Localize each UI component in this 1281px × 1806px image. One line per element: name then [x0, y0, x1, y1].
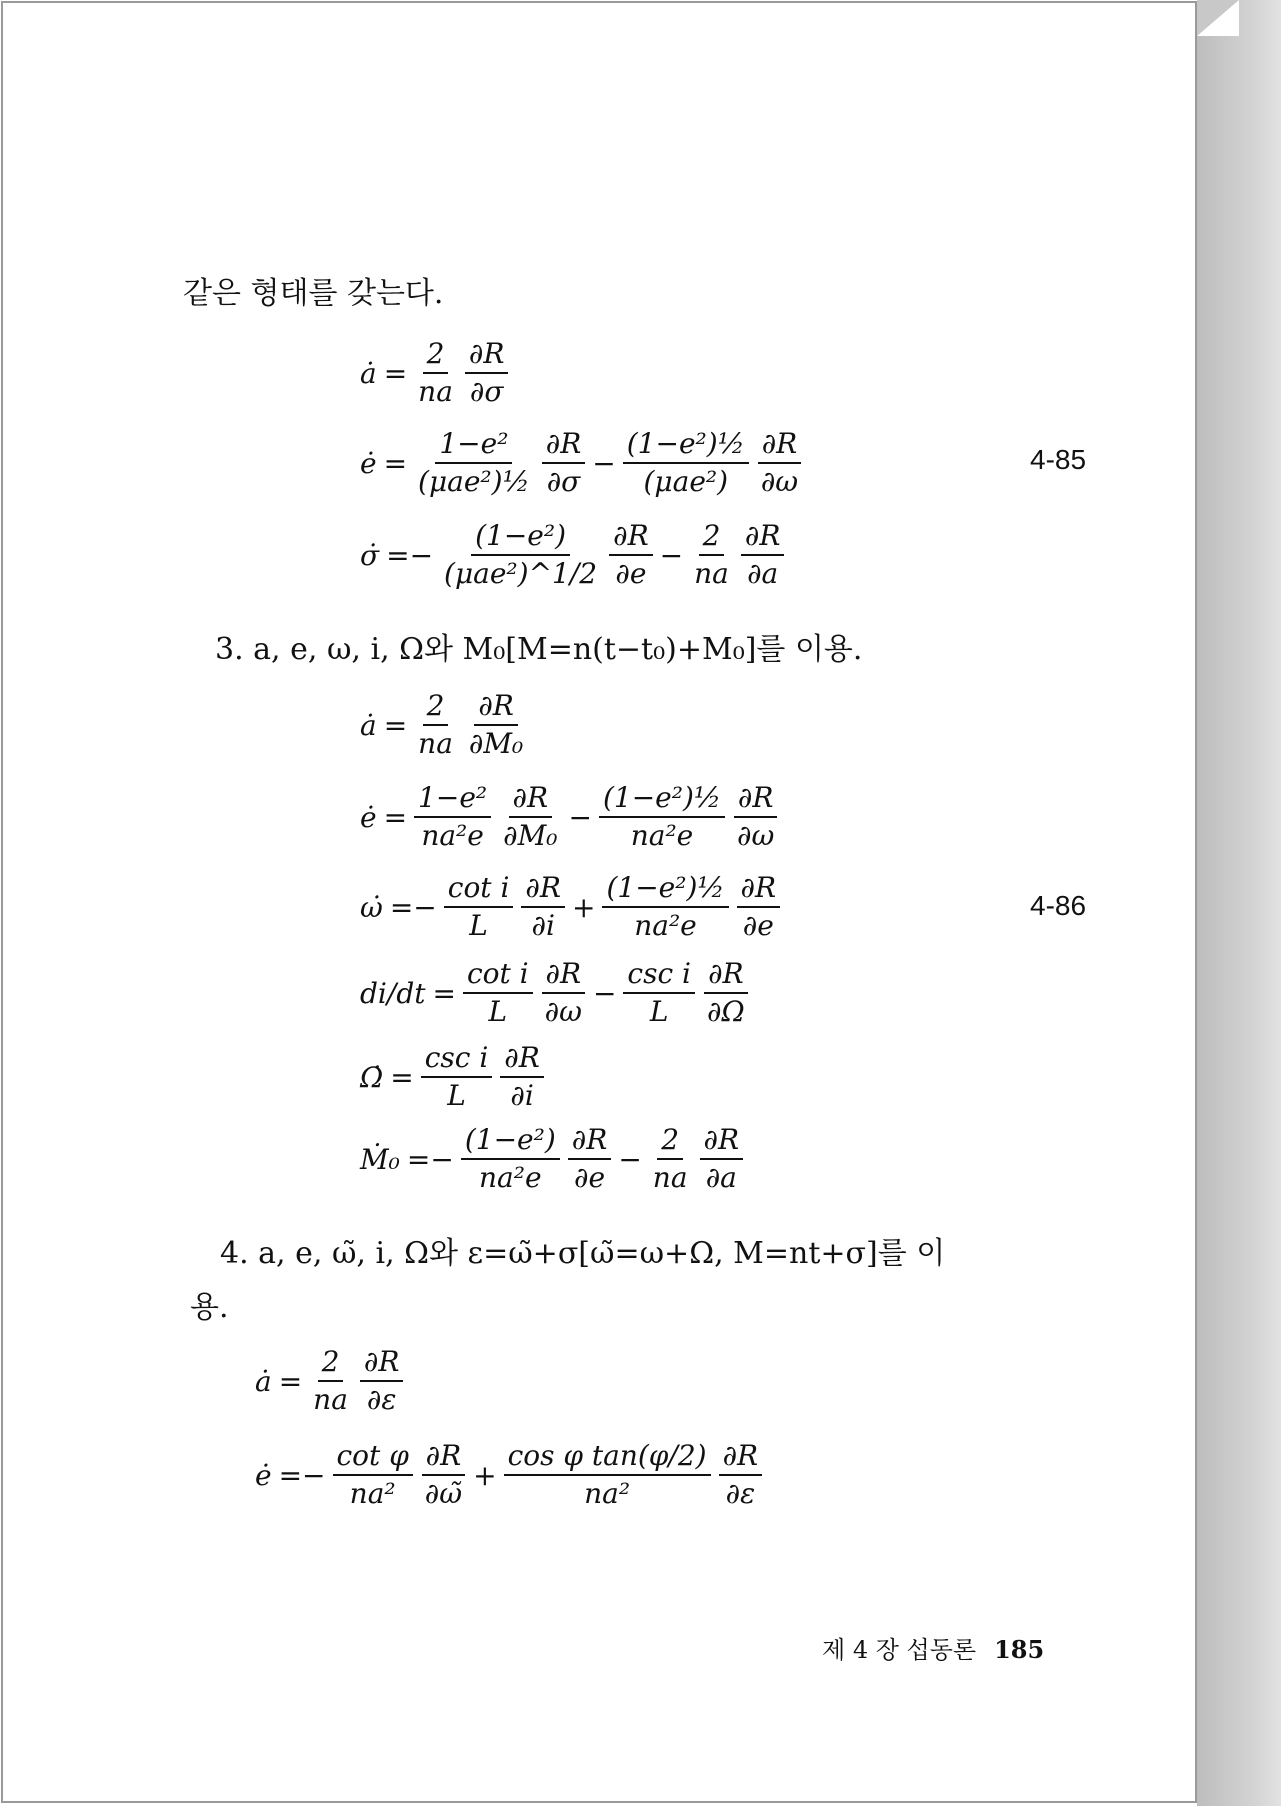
fraction	[414, 428, 534, 498]
equation-lhs: Ṁ₀	[360, 1142, 400, 1176]
page-number: 185	[994, 1635, 1045, 1664]
numerator: cot i	[444, 872, 514, 908]
fraction	[463, 958, 533, 1028]
denominator: na²e	[479, 1161, 542, 1195]
fraction	[360, 1346, 404, 1416]
fraction	[421, 1042, 493, 1112]
fraction	[690, 520, 733, 590]
operator: +	[571, 890, 596, 924]
fraction	[757, 428, 802, 498]
equation-lhs: di/dt	[360, 976, 426, 1010]
fraction	[568, 1124, 612, 1194]
denominator: (μae²)^1/2	[444, 557, 598, 591]
fraction	[741, 520, 785, 590]
operator: −	[568, 800, 592, 834]
numerator: ∂R	[500, 1042, 544, 1078]
equation-lhs: σ̇	[360, 538, 380, 572]
numerator: 2	[699, 520, 725, 556]
denominator: ∂ω	[737, 819, 775, 853]
equation-lhs: ȧ	[255, 1364, 272, 1398]
fraction	[700, 1124, 744, 1194]
fraction	[504, 1440, 711, 1510]
denominator: na²	[584, 1477, 631, 1511]
equation	[360, 338, 512, 408]
fraction	[414, 338, 457, 408]
denominator: L	[488, 995, 508, 1029]
numerator: ∂R	[542, 958, 586, 994]
denominator: ∂ω̃	[424, 1477, 463, 1511]
operator: =−	[386, 538, 434, 572]
numerator: cot φ	[333, 1440, 413, 1476]
numerator: (1−e²)½	[599, 782, 725, 818]
denominator: ∂M₀	[503, 819, 558, 853]
numerator: 2	[423, 690, 449, 726]
item-3: 3. a, e, ω, i, Ω와 M₀[M=n(t−t₀)+M₀]를 이용.	[215, 632, 863, 667]
fraction	[414, 690, 457, 760]
numerator: ∂R	[609, 520, 653, 556]
equation	[255, 1440, 766, 1510]
operator: =	[383, 708, 408, 742]
fraction	[499, 782, 561, 852]
denominator: ∂M₀	[468, 727, 524, 761]
page-spine	[1197, 0, 1281, 1806]
numerator: 2	[318, 1346, 344, 1382]
equation-number-4-86: 4-86	[1030, 890, 1087, 921]
numerator: (1−e²)½	[623, 428, 749, 464]
operator: −	[618, 1142, 642, 1176]
numerator: 1−e²	[414, 782, 491, 818]
numerator: ∂R	[758, 428, 802, 464]
fraction	[623, 958, 695, 1028]
fraction	[609, 520, 653, 590]
fraction	[333, 1440, 413, 1510]
denominator: na²e	[630, 819, 694, 853]
fraction	[542, 428, 586, 498]
fraction	[444, 872, 514, 942]
numerator: ∂R	[509, 782, 553, 818]
numerator: csc i	[623, 958, 695, 994]
operator: −	[592, 976, 617, 1010]
operator: =−	[406, 1142, 454, 1176]
equation	[360, 690, 531, 760]
numerator: cos φ tan(φ/2)	[504, 1440, 711, 1476]
fraction	[521, 872, 565, 942]
denominator: ∂Ω	[707, 995, 745, 1029]
operator: −	[659, 538, 684, 572]
denominator: na	[652, 1161, 688, 1195]
fraction	[649, 1124, 692, 1194]
denominator: na²	[349, 1477, 396, 1511]
numerator: ∂R	[737, 872, 781, 908]
fraction	[733, 782, 778, 852]
fraction	[599, 782, 725, 852]
operator: =	[278, 1364, 303, 1398]
fraction	[500, 1042, 544, 1112]
page-corner	[1197, 0, 1239, 36]
fraction	[421, 1440, 466, 1510]
numerator: ∂R	[542, 428, 586, 464]
intro-text: 같은 형태를 갖는다.	[183, 276, 444, 311]
equation	[255, 1346, 407, 1416]
operator: =	[390, 1060, 414, 1094]
operator: =−	[389, 890, 437, 924]
operator: =	[383, 356, 408, 390]
fraction	[440, 520, 601, 590]
operator: =−	[278, 1458, 326, 1492]
denominator: ∂e	[574, 1161, 606, 1195]
denominator: ∂a	[705, 1161, 737, 1195]
equation-lhs: ȧ	[360, 708, 377, 742]
numerator: ∂R	[704, 958, 748, 994]
denominator: L	[649, 995, 669, 1029]
denominator: ∂i	[510, 1079, 534, 1113]
equation	[360, 1124, 747, 1194]
equation	[360, 872, 784, 942]
fraction	[541, 958, 586, 1028]
equation-lhs: ė	[360, 800, 377, 834]
equation-lhs: ω̇	[360, 890, 383, 924]
numerator: csc i	[421, 1042, 493, 1078]
numerator: ∂R	[474, 690, 518, 726]
numerator: 2	[657, 1124, 683, 1160]
fraction	[719, 1440, 763, 1510]
numerator: ∂R	[521, 872, 565, 908]
denominator: ∂σ	[546, 465, 581, 499]
denominator: na	[694, 557, 729, 591]
item-4-line-2: 용.	[190, 1290, 229, 1325]
numerator: (1−e²)	[461, 1124, 560, 1160]
numerator: ∂R	[422, 1440, 466, 1476]
denominator: (μae²)½	[418, 465, 530, 499]
fraction	[602, 872, 728, 942]
equation-lhs: ė	[255, 1458, 272, 1492]
denominator: ∂ω	[544, 995, 582, 1029]
chapter-title: 제 4 장 섭동론	[822, 1636, 977, 1664]
numerator: ∂R	[360, 1346, 404, 1382]
equation-lhs: ė	[360, 446, 377, 480]
equation	[360, 958, 753, 1028]
denominator: (μae²)	[643, 465, 729, 499]
numerator: ∂R	[568, 1124, 612, 1160]
equation-lhs: ȧ	[360, 356, 377, 390]
denominator: ∂i	[531, 909, 555, 943]
denominator: na²e	[634, 909, 697, 943]
page-footer	[822, 1630, 1044, 1665]
numerator: ∂R	[734, 782, 778, 818]
numerator: ∂R	[719, 1440, 763, 1476]
numerator: (1−e²)½	[602, 872, 728, 908]
fraction	[414, 782, 491, 852]
fraction	[737, 872, 781, 942]
denominator: L	[469, 909, 488, 943]
denominator: ∂ε	[366, 1383, 397, 1417]
numerator: ∂R	[465, 338, 509, 374]
fraction	[623, 428, 749, 498]
numerator: ∂R	[741, 520, 785, 556]
denominator: ∂ε	[725, 1477, 756, 1511]
denominator: na²e	[421, 819, 484, 853]
fraction	[309, 1346, 352, 1416]
numerator: 2	[423, 338, 449, 374]
equation-number-4-85: 4-85	[1030, 444, 1087, 475]
numerator: ∂R	[700, 1124, 744, 1160]
numerator: (1−e²)	[471, 520, 570, 556]
operator: −	[592, 446, 616, 480]
operator: =	[383, 800, 408, 834]
denominator: ∂σ	[469, 375, 504, 409]
equation	[360, 520, 788, 590]
operator: =	[432, 976, 456, 1010]
equation-lhs: Ω̇	[360, 1060, 384, 1094]
fraction	[703, 958, 749, 1028]
denominator: na	[313, 1383, 348, 1417]
equation	[360, 1042, 548, 1112]
fraction	[465, 690, 527, 760]
denominator: na	[418, 727, 453, 761]
item-4-line-1: 4. a, e, ω̃, i, Ω와 ε=ω̃+σ[ω̃=ω+Ω, M=nt+σ]를 이	[220, 1236, 946, 1271]
numerator: 1−e²	[435, 428, 512, 464]
operator: =	[383, 446, 408, 480]
denominator: L	[447, 1079, 466, 1113]
denominator: ∂ω	[760, 465, 799, 499]
denominator: ∂e	[742, 909, 774, 943]
fraction	[465, 338, 509, 408]
equation	[360, 428, 806, 498]
fraction	[461, 1124, 560, 1194]
denominator: na	[418, 375, 453, 409]
denominator: ∂a	[747, 557, 779, 591]
equation	[360, 782, 782, 852]
operator: +	[473, 1458, 497, 1492]
numerator: cot i	[463, 958, 533, 994]
denominator: ∂e	[615, 557, 647, 591]
